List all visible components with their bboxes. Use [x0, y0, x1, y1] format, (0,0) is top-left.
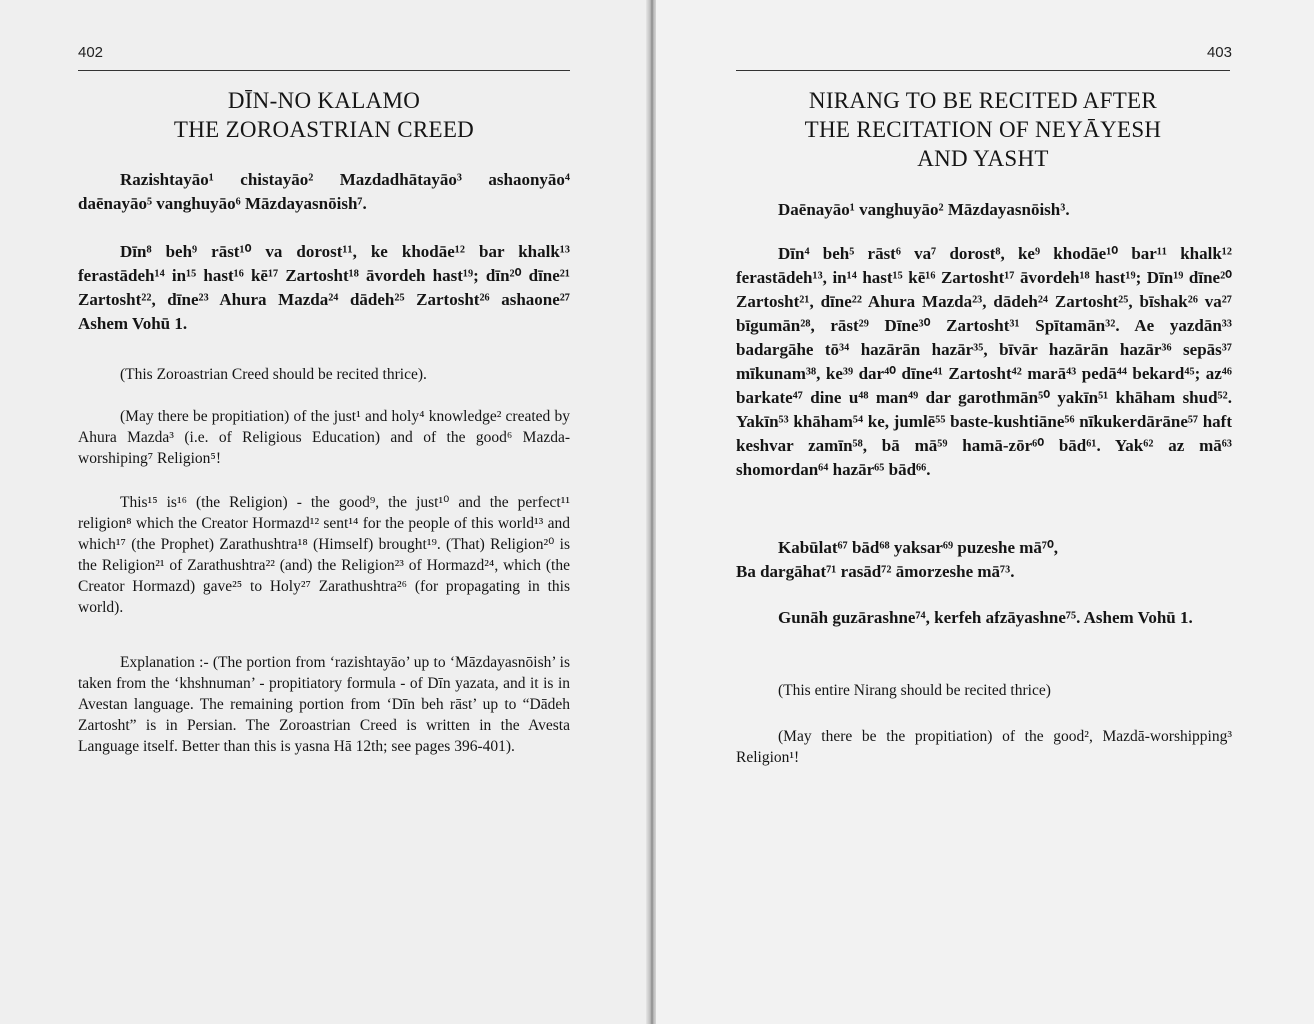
title-line: THE RECITATION OF NEYĀYESH	[804, 117, 1162, 142]
verse-line: Ba dargāhat⁷¹ rasād⁷² āmorzeshe mā⁷³.	[736, 562, 1015, 581]
nirang-paragraph: Dīn⁴ beh⁵ rāst⁶ va⁷ dorost⁸, ke⁹ khodāe¹⁰ bar¹¹ khalk¹² ferastādeh¹³, in¹⁴ hast¹⁵ kē¹⁶ Zartosht¹⁷ āvordeh¹⁸ hast¹⁹; Dīn¹⁹ dīne²⁰ Zartosht²¹, dīne²² Ahura Mazda²³, dādeh²⁴ Zartosht²⁵, bīshak²⁶ va²⁷ bīgumān²⁸, rāst²⁹ Dīne³⁰ Zartosht³¹ Spītamān³². Ae yazdān³³ badargāhe tō³⁴ hazārān hazār³⁵, bīvār hazārān hazār³⁶ sepās³⁷ mīkunam³⁸, ke³⁹ dar⁴⁰ dīne⁴¹ Zartosht⁴² marā⁴³ pedā⁴⁴ bekard⁴⁵; az⁴⁶ barkate⁴⁷ dine u⁴⁸ man⁴⁹ dar garothmān⁵⁰ yakīn⁵¹ khāham shud⁵². Yakīn⁵³ khāham⁵⁴ ke, jumlē⁵⁵ baste-kushtiāne⁵⁶ nīkukerdārāne⁵⁷ haft keshvar zamīn⁵⁸, bā mā⁵⁹ hamā-zōr⁶⁰ bād⁶¹. Yak⁶² az mā⁶³ shomordan⁶⁴ hazār⁶⁵ bād⁶⁶.	[736, 244, 1232, 479]
avestan-paragraph: Razishtayāo¹ chistayāo² Mazdadhātayāo³ ashaonyāo⁴ daēnayāo⁵ vanghuyāo⁶ Māzdayasnōish⁷.	[78, 170, 570, 213]
page-number: 402	[78, 44, 104, 61]
recitation-note: (This entire Nirang should be recited thrice)	[778, 682, 1051, 699]
translation-paragraph: (May there be propitiation) of the just¹ and holy⁴ knowledge² created by Ahura Mazda³ (i.e. of Religious Education) and of the good⁶ Mazda-worshiping⁷ Religion⁵!	[78, 408, 570, 467]
creed-paragraph: Dīn⁸ beh⁹ rāst¹⁰ va dorost¹¹, ke khodāe¹² bar khalk¹³ ferastādeh¹⁴ in¹⁵ hast¹⁶ kē¹⁷ Zartosht¹⁸ āvordeh hast¹⁹; dīn²⁰ dīne²¹ Zartosht²², dīne²³ Ahura Mazda²⁴ dādeh²⁵ Zartosht²⁶ ashaone²⁷ Ashem Vohū 1.	[78, 242, 570, 333]
translation-paragraph: (May there be the propitiation) of the good², Mazdā-worshipping³ Religion¹!	[736, 728, 1232, 766]
verse-line: Kabūlat⁶⁷ bād⁶⁸ yaksar⁶⁹ puzeshe mā⁷⁰,	[778, 538, 1059, 557]
translation-paragraph: This¹⁵ is¹⁶ (the Religion) - the good⁹, the just¹⁰ and the perfect¹¹ religion⁸ which the Creator Hormazd¹² sent¹⁴ for the people of this world¹³ and which¹⁷ (the Prophet) Zarathushtra¹⁸ (Himself) brought¹⁹. (That) Religion²⁰ is the Religion²¹ of Zarathushtra²² (and) the Religion²³ of Hormazd²⁴, which (the Creator Hormazd) gave²⁵ to Holy²⁷ Zarathushtra²⁶ (for propagating in this world).	[78, 494, 570, 616]
header-rule	[78, 70, 570, 71]
right-page	[656, 0, 1314, 1024]
title-line: THE ZOROASTRIAN CREED	[173, 117, 475, 142]
page-title	[736, 86, 1230, 173]
left-page	[0, 0, 648, 1024]
explanation-paragraph: Explanation :- (The portion from ‘razishtayāo’ up to ‘Māzdayasnōish’ is taken from the ‘khshnuman’ - propitiatory formula - of Dīn yazata, and it is in Avestan language. The remaining portion from ‘Dīn beh rāst’ up to “Dādeh Zartosht” is in Persian. The Zoroastrian Creed is written in the Avesta Language itself. Better than this is yasna Hā 12th; see pages 396-401).	[78, 654, 570, 755]
title-line: DĪN-NO KALAMO	[227, 88, 421, 113]
title-line: AND YASHT	[917, 146, 1049, 171]
page-title	[78, 86, 570, 144]
verse-block	[736, 536, 1232, 584]
closing-paragraph: Gunāh guzārashne⁷⁴, kerfeh afzāyashne⁷⁵. Ashem Vohū 1.	[778, 608, 1193, 627]
title-line: NIRANG TO BE RECITED AFTER	[808, 88, 1158, 113]
header-rule	[736, 70, 1230, 71]
recitation-note: (This Zoroastrian Creed should be recited thrice).	[120, 366, 427, 383]
avestan-paragraph: Daēnayāo¹ vanghuyāo² Māzdayasnōish³.	[778, 200, 1070, 219]
page-number: 403	[1206, 44, 1232, 61]
